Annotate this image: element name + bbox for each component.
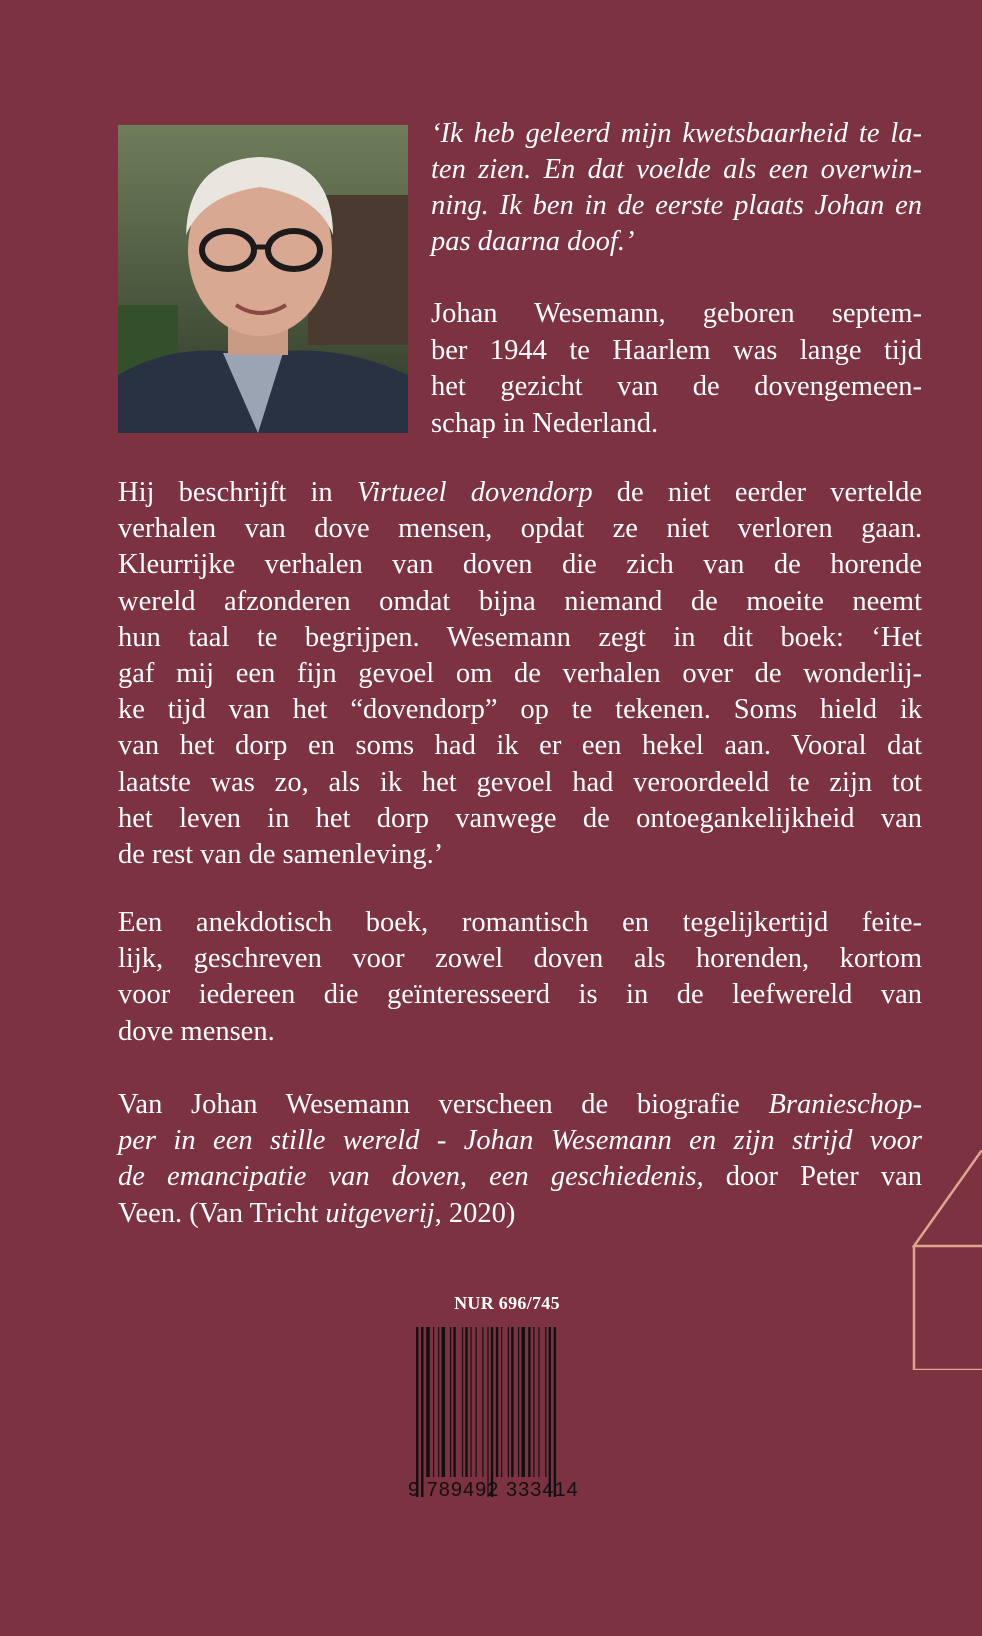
description-paragraph (118, 475, 922, 873)
author-quote (431, 116, 922, 260)
bio-line: ber 1944 te Haarlem was lange tijd (431, 334, 922, 366)
book-title: Virtueel dovendorp (356, 477, 593, 508)
isbn-number: 9 789492 333414 (408, 1479, 579, 1501)
paragraph-line: lijk, geschreven voor zowel doven als horenden, kortom (118, 943, 922, 975)
quote-line: pas daarna doof.’ (431, 226, 635, 257)
paragraph-line: ke tijd van het “dovendorp” op te tekenen. Soms hield ik (118, 694, 922, 726)
bio-line: het gezicht van de dovengemeen- (431, 371, 922, 402)
biography-paragraph (118, 1087, 922, 1232)
paragraph-line: verhalen van dove mensen, opdat ze niet verloren gaan. (118, 513, 922, 545)
paragraph-line: de emancipatie van doven, een geschiedenis, door Peter van (118, 1161, 922, 1193)
paragraph-line: van het dorp en soms had ik er een hekel aan. Vooral dat (118, 730, 922, 762)
paragraph-line: het leven in het dorp vanwege de ontoegankelijkheid van (118, 802, 922, 834)
nur-code: NUR 696/745 (454, 1293, 560, 1313)
house-outline-decoration (912, 1150, 982, 1370)
quote-line: ‘Ik heb geleerd mijn kwetsbaarheid te la- (431, 118, 922, 149)
quote-line: ten zien. En dat voelde als een overwin- (431, 154, 922, 185)
paragraph-line: Van Johan Wesemann verscheen de biografie Branieschop- (118, 1089, 922, 1120)
paragraph-line: gaf mij een fijn gevoel om de verhalen over de wonderlij- (118, 658, 922, 690)
paragraph-line: de rest van de samenleving.’ (118, 839, 444, 871)
paragraph-line: hun taal te begrijpen. Wesemann zegt in dit boek: ‘Het (118, 621, 922, 653)
summary-paragraph (118, 905, 922, 1050)
quote-line: ning. Ik ben in de eerste plaats Johan en (431, 190, 922, 221)
paragraph-line: wereld afzonderen omdat bijna niemand de moeite neemt (118, 585, 922, 617)
paragraph-line: dove mensen. (118, 1015, 275, 1047)
paragraph-line: Veen. (Van Tricht uitgeverij, 2020) (118, 1197, 516, 1229)
paragraph-line: per in een stille wereld - Johan Wesemann en zijn strijd voor (118, 1125, 922, 1157)
paragraph-line: voor iedereen die geïnteresseerd is in de leefwereld van (118, 979, 922, 1011)
bio-line: schap in Nederland. (431, 407, 659, 439)
bio-line: Johan Wesemann, geboren septem- (431, 298, 922, 329)
paragraph-line: Hij beschrijft in Virtueel dovendorp de niet eerder vertelde (118, 477, 922, 508)
paragraph-line: laatste was zo, als ik het gevoel had veroordeeld te zijn tot (118, 766, 922, 798)
author-bio (431, 296, 922, 442)
paragraph-line: Een anekdotisch boek, romantisch en tegelijkertijd feite- (118, 907, 922, 938)
paragraph-line: Kleurrijke verhalen van doven die zich van de horende (118, 549, 922, 581)
author-portrait (118, 125, 408, 433)
